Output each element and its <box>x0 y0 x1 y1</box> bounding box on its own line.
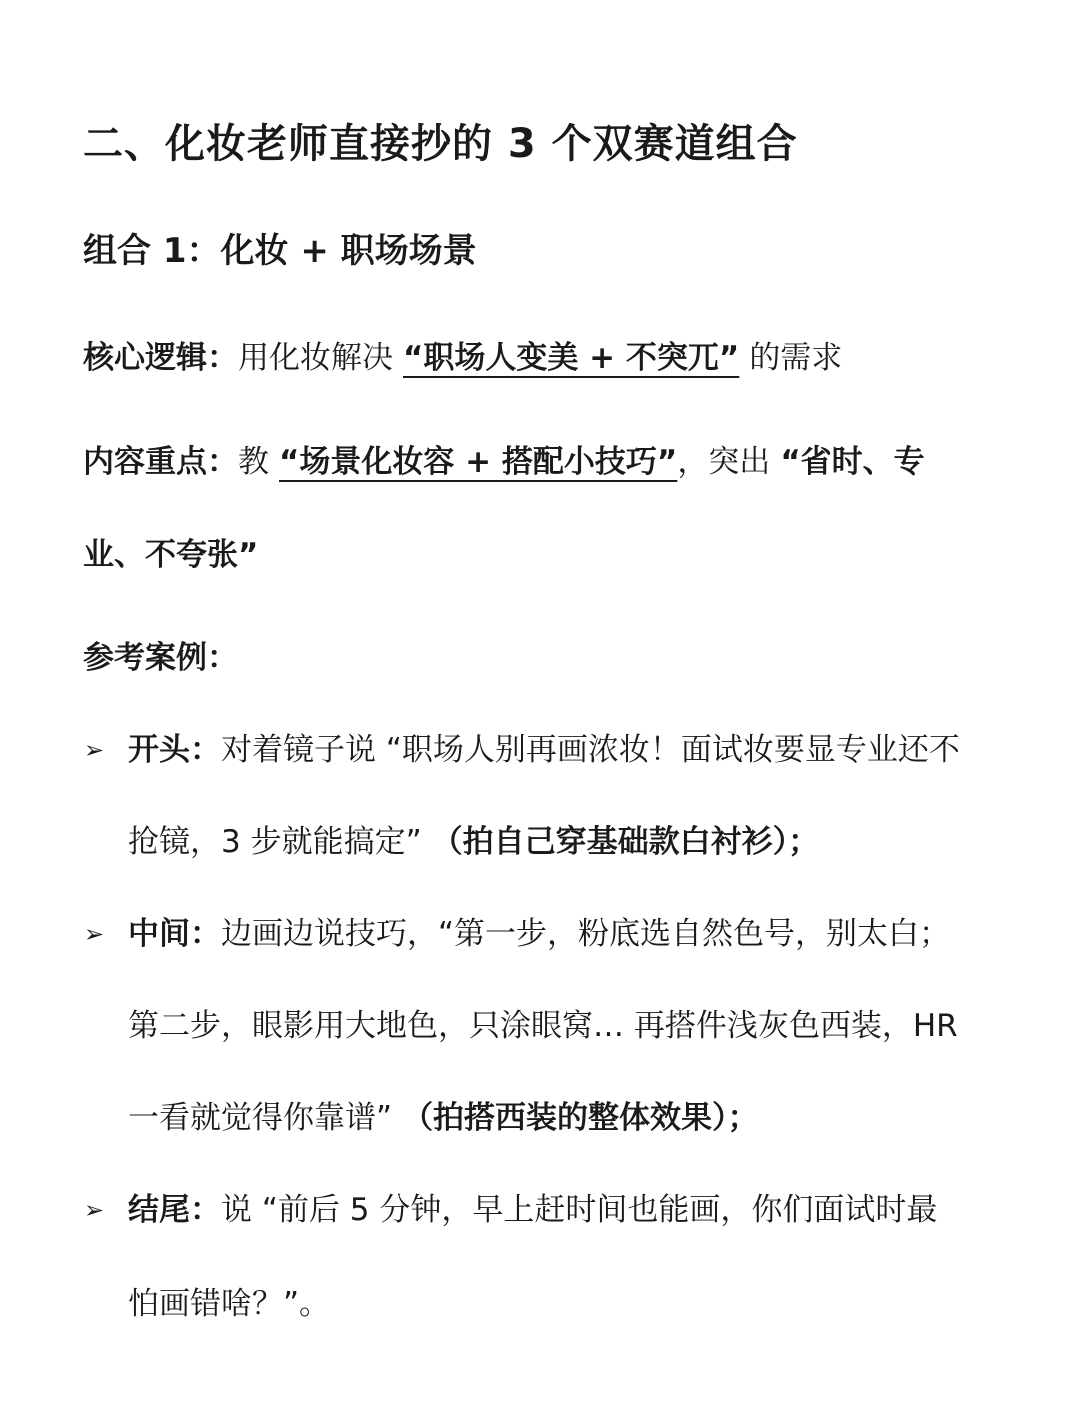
core-logic-prefix: 用化妆解决 <box>238 340 393 376</box>
arrow-bullet-icon: ➢ <box>84 920 105 948</box>
bullet-middle-label: 中间： <box>128 916 221 952</box>
bullet-start-text-2: 抢镜，3 步就能搞定” <box>128 824 422 860</box>
combo-title: 组合 1：化妆 + 职场场景 <box>83 231 477 271</box>
bullet-start-bold: （拍自己穿基础款白衬衫）； <box>431 824 820 860</box>
core-logic-suffix: 的需求 <box>749 340 843 376</box>
bullet-end-label: 结尾： <box>128 1192 221 1228</box>
core-logic-label: 核心逻辑： <box>83 340 238 376</box>
bullet-start-label: 开头： <box>128 732 221 768</box>
bullet-middle-text-3: 一看就觉得你靠谱” <box>128 1100 393 1136</box>
content-focus-prefix: 教 <box>238 444 269 480</box>
core-logic-line <box>83 336 842 380</box>
arrow-bullet-icon: ➢ <box>84 1196 105 1224</box>
bullet-start-text-1: 对着镜子说 “职场人别再画浓妆！面试妆要显专业还不 <box>221 732 960 768</box>
arrow-bullet-icon: ➢ <box>84 736 105 764</box>
bullet-start-line-1 <box>128 728 960 772</box>
bullet-end-line-1 <box>128 1188 937 1232</box>
content-focus-label: 内容重点： <box>83 444 238 480</box>
bullet-middle-line-1 <box>128 912 950 956</box>
bullet-middle-line-2: 第二步，眼影用大地色，只涂眼窝… 再搭件浅灰色西装，HR <box>128 1008 958 1044</box>
core-logic-highlight: “职场人变美 + 不突兀” <box>403 340 740 376</box>
content-focus-mid: ，突出 <box>677 444 771 480</box>
bullet-end-line-2: 怕画错啥？”。 <box>128 1286 331 1322</box>
bullet-middle-line-3 <box>128 1096 759 1140</box>
content-focus-bold-2: 业、不夸张” <box>83 537 259 573</box>
bullet-middle-text-1: 边画边说技巧，“第一步，粉底选自然色号，别太白； <box>221 916 951 952</box>
bullet-start-line-2 <box>128 820 819 864</box>
content-focus-highlight: “场景化妆容 + 搭配小技巧” <box>279 444 678 480</box>
bullet-middle-bold: （拍搭西装的整体效果）； <box>402 1100 759 1136</box>
reference-cases-label: 参考案例： <box>83 640 238 676</box>
content-focus-line <box>83 440 925 484</box>
bullet-end-text-1: 说 “前后 5 分钟，早上赶时间也能画，你们面试时最 <box>221 1192 938 1228</box>
content-focus-bold-1: “省时、专 <box>780 444 925 480</box>
section-heading: 二、化妆老师直接抄的 3 个双赛道组合 <box>83 121 798 167</box>
